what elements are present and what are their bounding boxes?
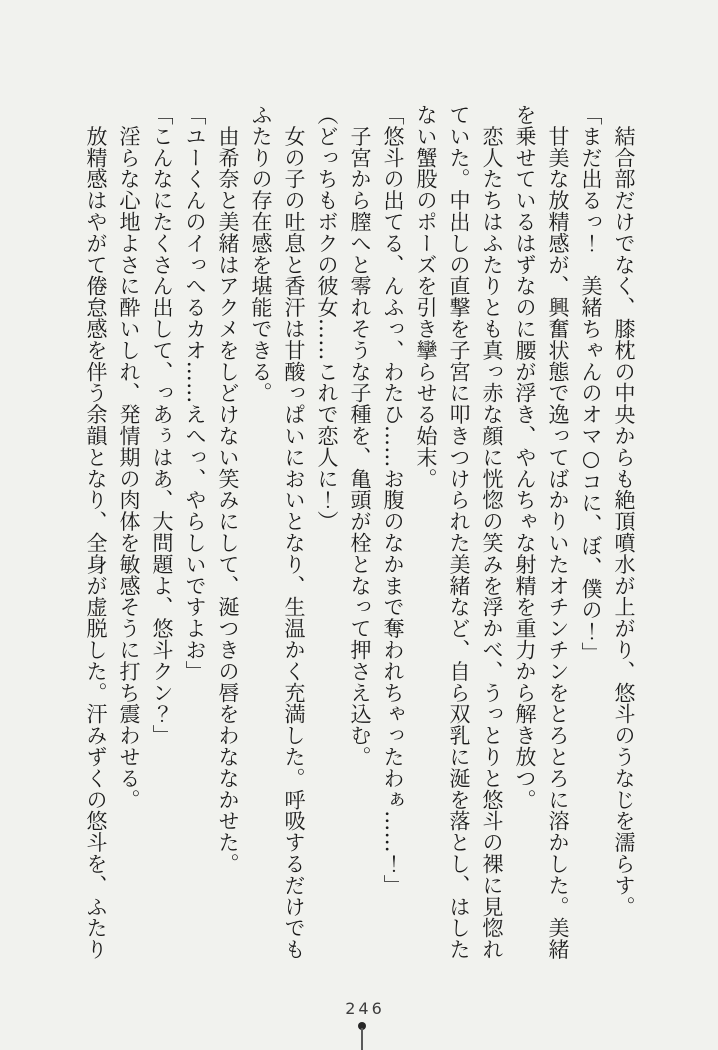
text-line: ない蟹股のポーズを引き攣らせる始末。 bbox=[414, 104, 438, 490]
page-number: 246 bbox=[345, 999, 385, 1018]
text-line: を乗せているはずなのに腰が浮き、やんちゃな射精を重力から解き放つ。 bbox=[513, 104, 537, 811]
text-line: 淫らな心地よさに酔いしれ、発情期の肉体を敏感そうに打ち震わせる。 bbox=[117, 104, 141, 811]
text-line: ふたりの存在感を堪能できる。 bbox=[249, 104, 273, 404]
binding-stem bbox=[361, 1028, 362, 1050]
text-line: 放精感はやがて倦怠感を伴う余韻となり、全身が虚脱した。汗みずくの悠斗を、ふたり bbox=[84, 104, 108, 960]
text-line: 「こんなにたくさん出して、っあぅはあ、大問題よ、悠斗クン？」 bbox=[150, 104, 174, 746]
binding-mark bbox=[356, 1022, 368, 1050]
text-line: 甘美な放精感が、興奮状態で逸ってばかりいたオチンチンをとろとろに溶かした。美緒 bbox=[546, 104, 570, 960]
text-line: 「まだ出るっ！ 美緒ちゃんのオマ○コに、ぼ、僕の！」 bbox=[579, 104, 603, 664]
text-line: 子宮から膣へと零れそうな子種を、亀頭が栓となって押さえ込む。 bbox=[348, 104, 372, 768]
text-line: 恋人たちはふたりとも真っ赤な顔に恍惚の笑みを浮かべ、うっとりと悠斗の裸に見惚れ bbox=[480, 104, 504, 960]
text-line: 女の子の吐息と香汗は甘酸っぱいにおいとなり、生温かく充満した。呼吸するだけでも bbox=[282, 104, 306, 960]
text-line: ていた。中出しの直撃を子宮に叩きつけられた美緒など、自ら双乳に涎を落とし、はした bbox=[447, 104, 471, 960]
page-footer bbox=[0, 999, 718, 1018]
text-line: （どっちもボクの彼女……これで恋人に！） bbox=[315, 104, 339, 532]
text-line: 「ユーくんのイっへるカオ……えへっ、やらしいですよお」 bbox=[183, 104, 207, 682]
text-line: 結合部だけでなく、膝枕の中央からも絶頂噴水が上がり、悠斗のうなじを濡らす。 bbox=[612, 104, 636, 918]
text-line: 「悠斗の出てる、んふっ、わたひ……お腹のなかまで奪われちゃったわぁ……！」 bbox=[381, 104, 405, 896]
vertical-text-block bbox=[79, 104, 640, 968]
text-line: 由希奈と美緒はアクメをしどけない笑みにして、涎つきの唇をわななかせた。 bbox=[216, 104, 240, 875]
